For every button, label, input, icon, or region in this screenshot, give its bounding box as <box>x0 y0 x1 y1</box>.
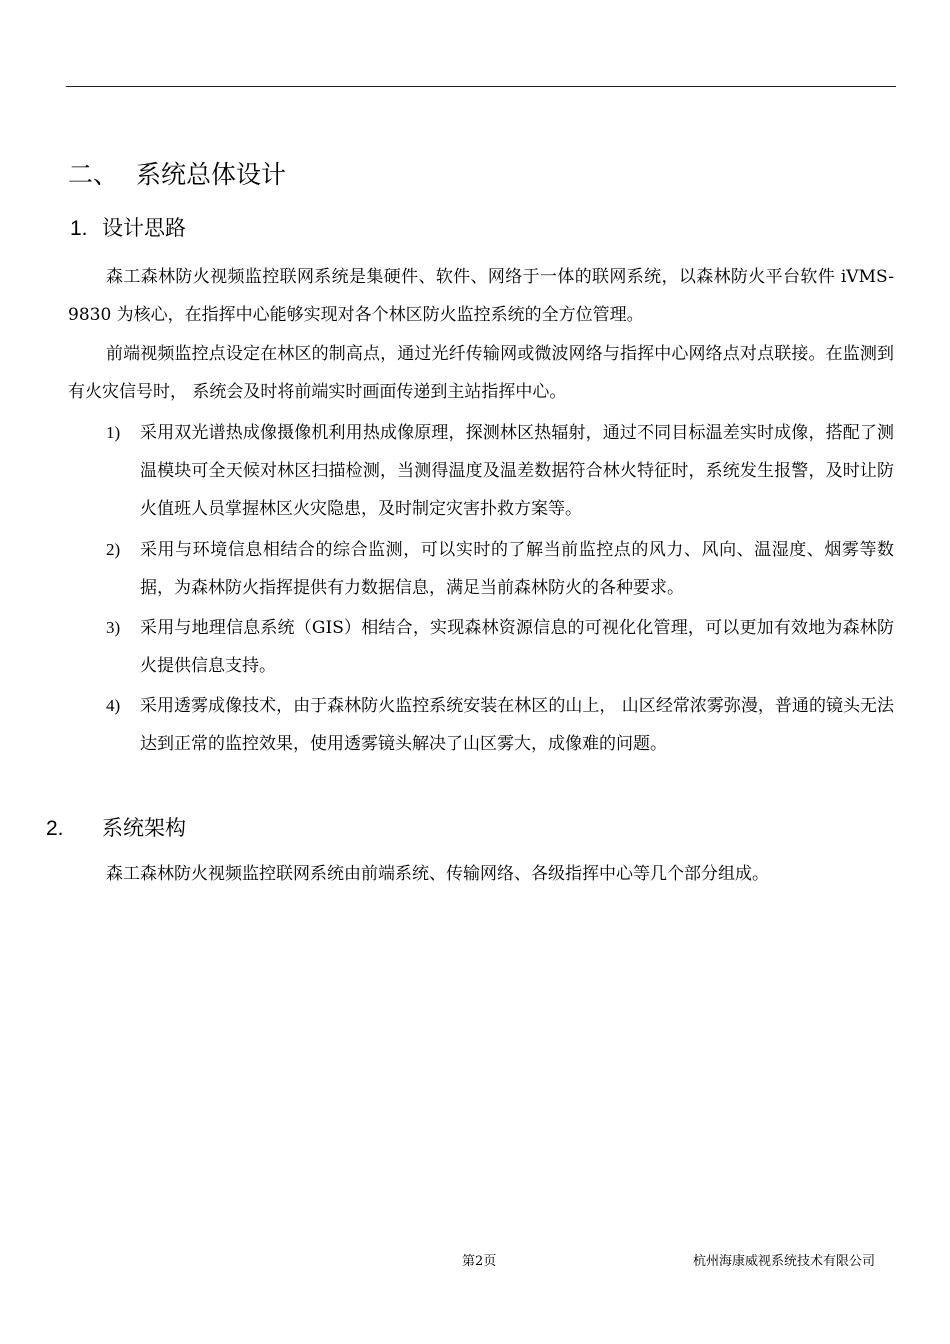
list-item <box>106 609 894 685</box>
list-item <box>106 531 894 607</box>
list-item-text: 采用与地理信息系统（GIS）相结合，实现森林资源信息的可视化化管理，可以更加有效地为森林防火提供信息支持。 <box>140 618 894 676</box>
subsection-heading-architecture <box>46 812 186 842</box>
subsection-title: 系统架构 <box>102 816 186 840</box>
paragraph-architecture: 森工森林防火视频监控联网系统由前端系统、传输网络、各级指挥中心等几个部分组成。 <box>106 864 769 884</box>
paragraph-frontend: 前端视频监控点设定在林区的制高点，通过光纤传输网或微波网络与指挥中心网络点对点联接。在监测到有火灾信号时， 系统会及时将前端实时画面传递到主站指挥中心。 <box>68 344 894 402</box>
list-marker: 2) <box>106 540 121 559</box>
page-number: 第2页 <box>462 1254 497 1269</box>
list-marker: 3) <box>106 618 121 637</box>
subsection-title: 设计思路 <box>102 216 186 240</box>
section-number: 二、 <box>68 160 119 189</box>
list-marker: 4) <box>106 696 121 715</box>
paragraph-intro: 森工森林防火视频监控联网系统是集硬件、软件、网络于一体的联网系统，以森林防火平台软件 iVMS-9830 为核心，在指挥中心能够实现对各个林区防火监控系统的全方位管理。 <box>68 267 894 325</box>
subsection-heading-design <box>70 212 186 242</box>
header-rule <box>66 86 896 87</box>
footer-company: 杭州海康威视系统技术有限公司 <box>693 1254 876 1269</box>
subsection-number: 1. <box>70 217 88 240</box>
list-marker: 1) <box>106 423 121 442</box>
list-item <box>106 687 894 763</box>
subsection-number: 2. <box>46 817 64 840</box>
list-item-text: 采用与环境信息相结合的综合监测，可以实时的了解当前监控点的风力、风向、温湿度、烟雾等数据，为森林防火指挥提供有力数据信息，满足当前森林防火的各种要求。 <box>140 540 894 598</box>
list-item-text: 采用透雾成像技术，由于森林防火监控系统安装在林区的山上， 山区经常浓雾弥漫，普通的镜头无法达到正常的监控效果，使用透雾镜头解决了山区雾大，成像难的问题。 <box>140 696 894 754</box>
list-item <box>106 414 894 528</box>
list-item-text: 采用双光谱热成像摄像机利用热成像原理，探测林区热辐射，通过不同目标温差实时成像，搭配了测温模块可全天候对林区扫描检测，当测得温度及温差数据符合林火特征时，系统发生报警，及时让防火值班人员掌握林区火灾隐患，及时制定灾害扑救方案等。 <box>140 423 894 519</box>
section-heading <box>68 155 286 191</box>
section-title: 系统总体设计 <box>136 160 287 189</box>
